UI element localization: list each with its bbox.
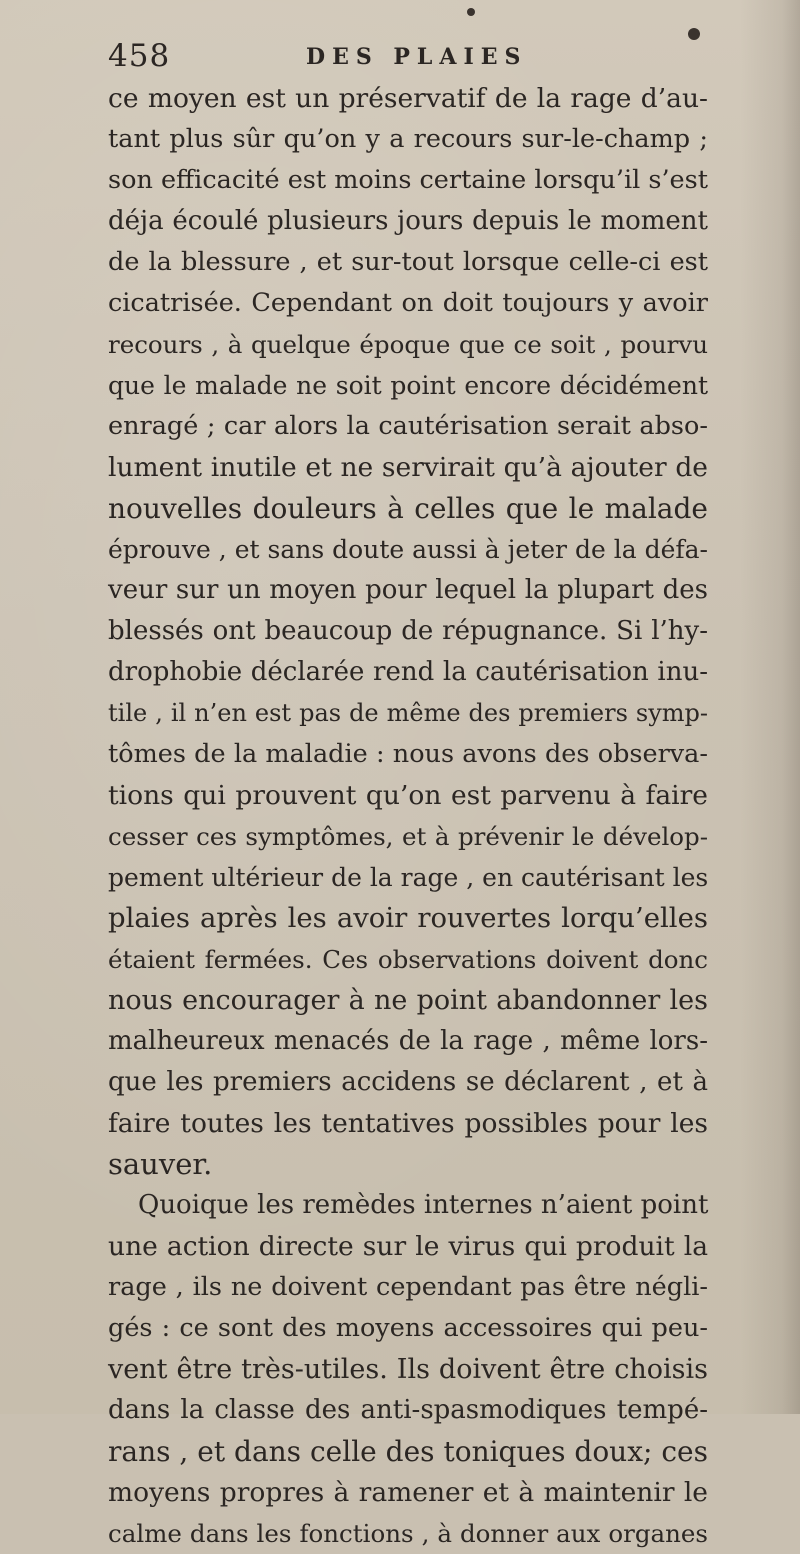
text-line: dans la classe des anti-spasmodiques tempé- bbox=[108, 1395, 708, 1425]
text-line: plaies après les avoir rouvertes lorqu’elles bbox=[108, 902, 708, 934]
text-line: tile , il n’en est pas de même des premiers symp- bbox=[108, 699, 708, 727]
text-line: lument inutile et ne servirait qu’à ajouter de bbox=[108, 452, 708, 483]
text-line: tions qui prouvent qu’on est parvenu à faire bbox=[108, 780, 708, 811]
text-line: veur sur un moyen pour lequel la plupart des bbox=[108, 575, 708, 605]
text-line: que les premiers accidens se déclarent , et à bbox=[108, 1067, 708, 1097]
page-header bbox=[108, 38, 708, 82]
text-line: drophobie déclarée rend la cautérisation inu- bbox=[108, 657, 708, 687]
text-line: éprouve , et sans doute aussi à jeter de la défa- bbox=[108, 535, 708, 564]
text-line: ce moyen est un préservatif de la rage d’au- bbox=[108, 83, 708, 114]
ink-spot bbox=[467, 8, 475, 16]
running-head: DES PLAIES bbox=[306, 44, 528, 70]
text-line: de la blessure , et sur-tout lorsque celle-ci est bbox=[108, 247, 708, 277]
text-line: nouvelles douleurs à celles que le malade bbox=[108, 492, 708, 525]
text-line: blessés ont beaucoup de répugnance. Si l’hy- bbox=[108, 616, 708, 646]
text-line: que le malade ne soit point encore décidément bbox=[108, 371, 708, 400]
text-line: son efficacité est moins certaine lorsqu’il s’est bbox=[108, 165, 708, 195]
text-line: tômes de la maladie : nous avons des observa- bbox=[108, 739, 708, 769]
text-line: nous encourager à ne point abandonner les bbox=[108, 985, 708, 1016]
text-line: déja écoulé plusieurs jours depuis le moment bbox=[108, 206, 708, 236]
text-line: tant plus sûr qu’on y a recours sur-le-champ ; bbox=[108, 124, 708, 154]
text-line: faire toutes les tentatives possibles pour les bbox=[108, 1108, 708, 1139]
text-line: moyens propres à ramener et à maintenir le bbox=[108, 1477, 708, 1508]
text-line: cesser ces symptômes, et à prévenir le dévelop- bbox=[108, 822, 708, 851]
text-line: gés : ce sont des moyens accessoires qui peu- bbox=[108, 1313, 708, 1343]
text-line: calme dans les fonctions , à donner aux organes bbox=[108, 1519, 708, 1548]
text-line: vent être très-utiles. Ils doivent être choisis bbox=[108, 1354, 708, 1385]
text-line: étaient fermées. Ces observations doivent donc bbox=[108, 945, 708, 974]
text-line: Quoique les remèdes internes n’aient point bbox=[138, 1190, 709, 1220]
text-line: malheureux menacés de la rage , même lors- bbox=[108, 1026, 708, 1056]
text-line: rans , et dans celle des toniques doux; ces bbox=[108, 1435, 708, 1468]
text-line: recours , à quelque époque que ce soit , pourvu bbox=[108, 330, 708, 359]
text-line: pement ultérieur de la rage , en cautérisant les bbox=[108, 863, 709, 892]
page-number: 458 bbox=[108, 38, 171, 74]
text-line: une action directe sur le virus qui produit la bbox=[108, 1231, 708, 1262]
page-edge-shadow bbox=[740, 0, 800, 1414]
body-text bbox=[108, 78, 708, 1554]
text-line: enragé ; car alors la cautérisation serait abso- bbox=[108, 411, 708, 441]
text-line: cicatrisée. Cependant on doit toujours y avoir bbox=[108, 288, 708, 318]
text-line: sauver. bbox=[108, 1147, 213, 1181]
text-line: rage , ils ne doivent cependant pas être négli- bbox=[108, 1272, 708, 1302]
